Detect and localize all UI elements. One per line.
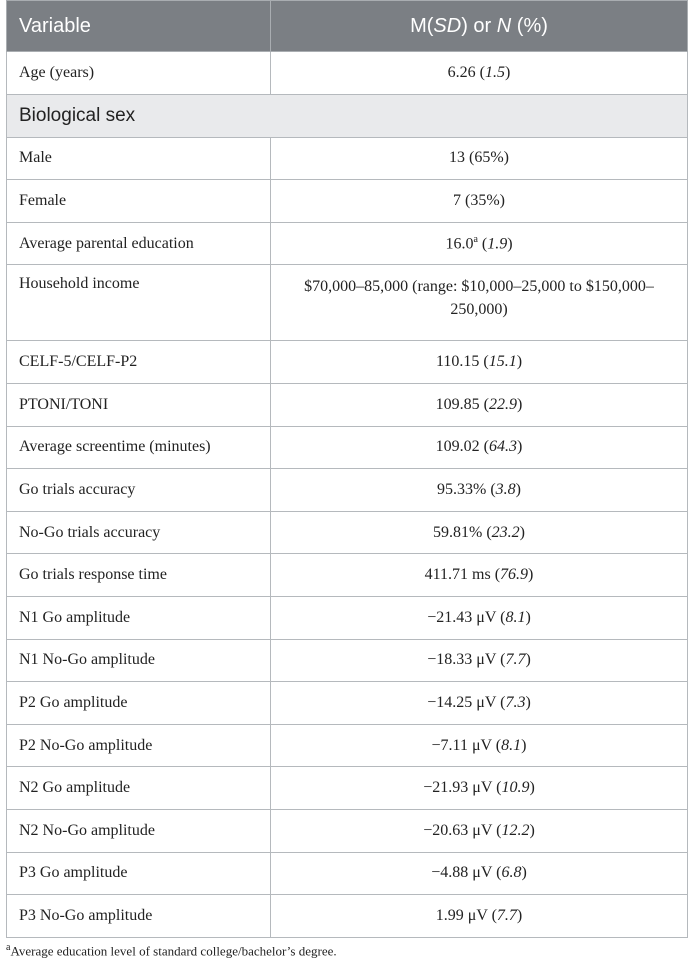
row-value-main: 110.15 ( [435,353,489,371]
table-container [6,0,687,938]
row-value-sd: 7.7 [496,906,517,924]
row-value-main: −4.88 μV ( [431,864,502,882]
row-value [271,341,688,384]
row-value-main: −20.63 μV ( [423,821,502,839]
row-value-sd: 8.1 [505,608,526,626]
row-value-main: 6.26 ( [447,63,485,81]
row-label: P2 Go amplitude [7,682,271,725]
row-value-sd: 23.2 [491,523,520,541]
row-label: Go trials accuracy [7,469,271,512]
row-value [271,895,688,938]
row-value-end: ) [525,651,531,669]
row-value [271,52,688,95]
table-row [7,222,688,265]
row-value-sd: 10.9 [501,779,530,797]
row-value-sd: 3.8 [495,480,516,498]
table-footnote [6,942,337,959]
row-label: Average screentime (minutes) [7,426,271,469]
header-row [7,1,688,52]
row-value-sd: 8.1 [501,736,522,754]
row-value-end: ) [517,438,523,456]
row-value-main2: ( [477,235,488,253]
table-row [7,724,688,767]
row-label: Average parental education [7,222,271,265]
row-value [271,596,688,639]
row-value-sd: 12.2 [501,821,530,839]
table-row [7,682,688,725]
row-value-end: ) [529,779,535,797]
row-value [271,383,688,426]
row-value-sd: 7.7 [505,651,526,669]
row-label: Female [7,180,271,223]
table-row [7,852,688,895]
row-value-sd: 15.1 [488,353,517,371]
header-value-n: N [496,14,512,37]
descriptive-stats-table [6,0,688,938]
table-row [7,341,688,384]
row-value [271,809,688,852]
row-value-end: ) [525,608,531,626]
row-value [271,767,688,810]
row-value-main: −18.33 μV ( [427,651,506,669]
row-label: Go trials response time [7,554,271,597]
table-row [7,639,688,682]
row-value-end: ) [528,566,534,584]
row-value-end: ) [525,693,531,711]
header-value-suffix: (%) [511,14,548,37]
row-value-main: −21.43 μV ( [427,608,506,626]
row-label: P3 No-Go amplitude [7,895,271,938]
table-row [7,383,688,426]
row-value [271,682,688,725]
row-label: P2 No-Go amplitude [7,724,271,767]
table-row [7,426,688,469]
row-value-main: 16.0 [445,235,474,253]
table-row [7,180,688,223]
row-value-sd: 76.9 [500,566,529,584]
row-value [271,554,688,597]
row-value-end: ) [516,906,523,924]
row-value-sd: 1.9 [487,235,508,253]
header-value [271,1,688,52]
row-value [271,724,688,767]
section-label: Biological sex [7,94,688,137]
row-value-main: 109.85 ( [435,395,489,413]
row-label: Male [7,137,271,180]
row-label: N1 No-Go amplitude [7,639,271,682]
row-value-sd: 64.3 [489,438,517,456]
table-row [7,895,688,938]
row-label: P3 Go amplitude [7,852,271,895]
row-value [271,222,688,265]
row-value [271,469,688,512]
row-value: $70,000–85,000 (range: $10,000–25,000 to $150,000–250,000) [271,265,688,341]
row-label: PTONI/TONI [7,383,271,426]
row-value [271,639,688,682]
header-value-sd: SD [433,14,462,37]
row-label: N2 Go amplitude [7,767,271,810]
table-row [7,469,688,512]
row-label: N2 No-Go amplitude [7,809,271,852]
table-row [7,52,688,95]
row-value-main: −21.93 μV ( [423,779,502,797]
header-variable: Variable [7,1,271,52]
footnote-marker: a [473,233,478,245]
row-value-end: ) [517,395,523,413]
row-label: Age (years) [7,52,271,95]
row-value-sd: 7.3 [505,693,526,711]
row-value-end: ) [505,63,511,81]
header-value-prefix: M( [410,14,434,37]
table-row [7,265,688,341]
row-value-main: 59.81% ( [433,523,492,541]
row-value-main: −14.25 μV ( [427,693,506,711]
row-label: CELF-5/CELF-P2 [7,341,271,384]
row-value [271,511,688,554]
row-value: 7 (35%) [271,180,688,223]
row-value-end: ) [507,235,513,253]
table-row [7,137,688,180]
row-value-end: ) [516,353,523,371]
table-row [7,767,688,810]
table-row [7,511,688,554]
header-value-mid: ) or [461,14,497,37]
row-value-main: −7.11 μV ( [431,736,502,754]
row-value-main: 109.02 ( [435,438,489,456]
row-value-sd: 1.5 [485,63,505,81]
footnote-mark: a [6,942,11,953]
row-value-end: ) [521,864,527,882]
table-row [7,809,688,852]
section-row [7,94,688,137]
row-value: 13 (65%) [271,137,688,180]
row-value-sd: 22.9 [489,395,517,413]
row-value-main: 1.99 μV ( [435,906,497,924]
row-value-end: ) [515,480,521,498]
row-value-sd: 6.8 [501,864,522,882]
row-value [271,852,688,895]
row-value-end: ) [519,523,525,541]
row-label: Household income [7,265,271,341]
footnote-text: Average education level of standard college/bachelor’s degree. [10,943,337,959]
row-label: No-Go trials accuracy [7,511,271,554]
row-value-main: 411.71 ms ( [424,566,501,584]
row-value-end: ) [529,821,535,839]
table-row [7,596,688,639]
row-value-main: 95.33% ( [437,480,496,498]
row-label: N1 Go amplitude [7,596,271,639]
row-value-end: ) [521,736,527,754]
table-row [7,554,688,597]
row-value [271,426,688,469]
